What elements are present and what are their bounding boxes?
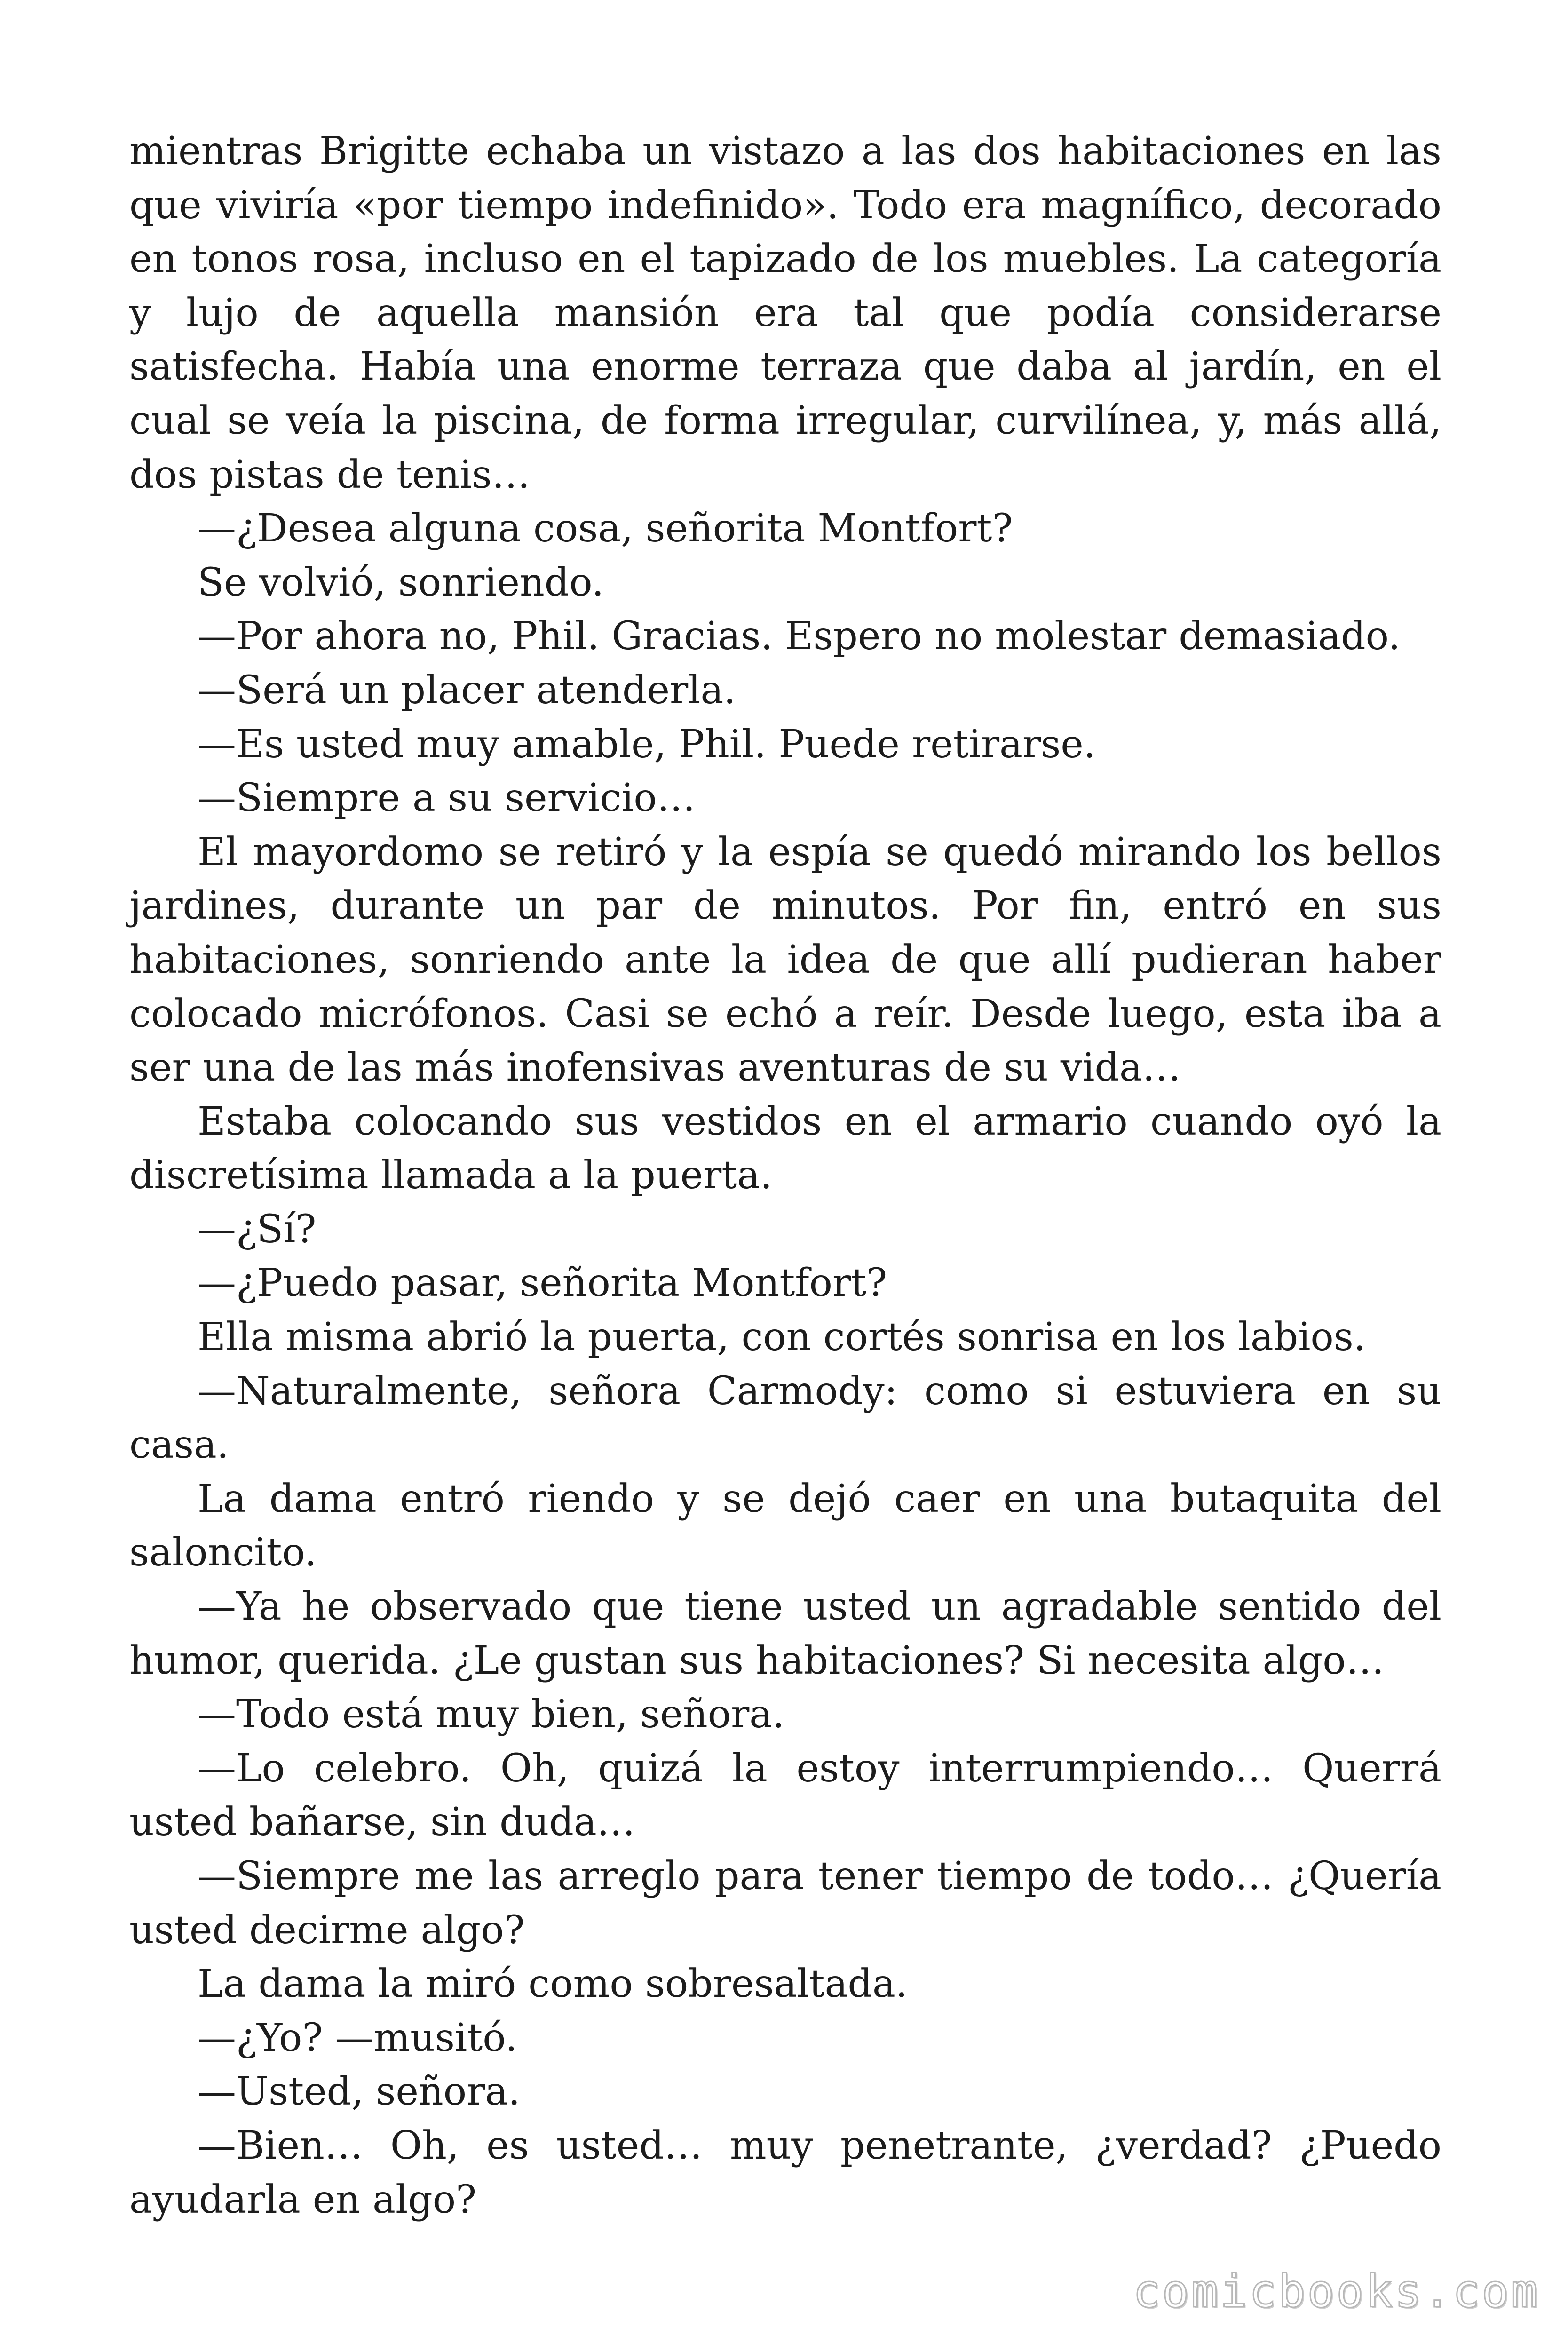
paragraph: —Lo celebro. Oh, quizá la estoy interrumpiendo… Querrá usted bañarse, sin duda… — [129, 1746, 1441, 1845]
paragraph: —Es usted muy amable, Phil. Puede retirarse. — [198, 722, 1096, 767]
paragraph: —Por ahora no, Phil. Gracias. Espero no molestar demasiado. — [198, 614, 1401, 659]
paragraph: —¿Sí? — [198, 1207, 317, 1252]
paragraph: mientras Brigitte echaba un vistazo a las dos habitaciones en las que viviría «por tiempo indefinido». Todo era magnífico, decorado en tonos rosa, incluso en el tapizado de los muebles. La categoría y lujo de aquella mansión era tal que podía considerarse satisfecha. Había una enorme terraza que daba al jardín, en el cual se veía la piscina, de forma irregular, curvilínea, y, más allá, dos pistas de tenis… — [129, 129, 1441, 497]
paragraph: —Naturalmente, señora Carmody: como si estuviera en su casa. — [129, 1368, 1441, 1468]
paragraph: —Siempre me las arreglo para tener tiempo de todo… ¿Quería usted decirme algo? — [129, 1854, 1441, 1953]
paragraph: —Será un placer atenderla. — [198, 667, 736, 713]
paragraph: —Ya he observado que tiene usted un agradable sentido del humor, querida. ¿Le gustan sus habitaciones? Si necesita algo… — [129, 1584, 1441, 1683]
paragraph: —¿Puedo pasar, señorita Montfort? — [198, 1261, 887, 1306]
paragraph: La dama la miró como sobresaltada. — [198, 1962, 908, 2007]
page-body-text — [129, 125, 1441, 2227]
paragraph: Se volvió, sonriendo. — [198, 560, 604, 605]
paragraph: —Bien… Oh, es usted… muy penetrante, ¿verdad? ¿Puedo ayudarla en algo? — [129, 2123, 1441, 2222]
paragraph: —Todo está muy bien, señora. — [198, 1692, 785, 1737]
paragraph: —¿Desea alguna cosa, señorita Montfort? — [198, 506, 1013, 551]
paragraph: —Siempre a su servicio… — [198, 776, 696, 821]
paragraph: —Usted, señora. — [198, 2069, 521, 2114]
site-watermark: comicbooks.com — [1132, 2265, 1540, 2318]
paragraph: Ella misma abrió la puerta, con cortés sonrisa en los labios. — [198, 1315, 1366, 1360]
paragraph: El mayordomo se retiró y la espía se quedó mirando los bellos jardines, durante un par de minutos. Por fin, entró en sus habitaciones, sonriendo ante la idea de que allí pudieran haber colocado micrófonos. Casi se echó a reír. Desde luego, esta iba a ser una de las más inofensivas aventuras de su vida… — [129, 829, 1441, 1090]
paragraph: Estaba colocando sus vestidos en el armario cuando oyó la discretísima llamada a la puerta. — [129, 1099, 1441, 1198]
paragraph: La dama entró riendo y se dejó caer en una butaquita del saloncito. — [129, 1476, 1441, 1575]
paragraph: —¿Yo? —musitó. — [198, 2015, 518, 2060]
